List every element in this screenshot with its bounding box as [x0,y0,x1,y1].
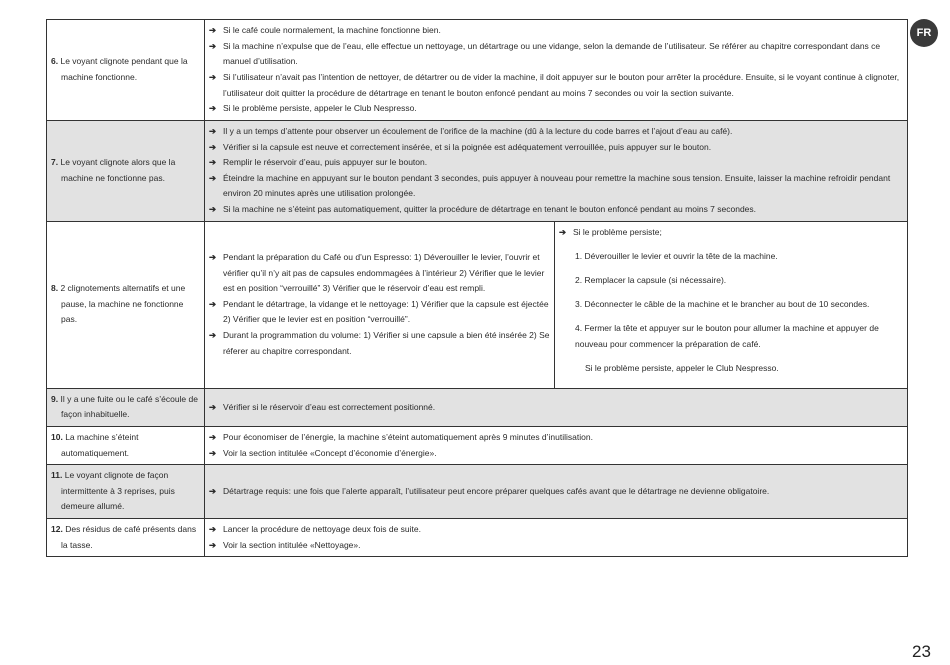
arrow-icon: ➔ [209,203,217,214]
arrow-icon: ➔ [209,25,217,36]
issue-text: La machine s’éteint automatiquement. [61,431,139,458]
issue-number: 12. [51,524,63,535]
arrow-icon: ➔ [209,431,217,442]
table-row [47,388,908,426]
arrow-icon: ➔ [209,524,217,535]
issue-number: 11. [51,470,63,481]
action-item: ➔ Pour économiser de l’énergie, la machine s’éteint automatiquement après 9 minutes d’inutilisation. [209,430,903,446]
step-outro: Si le problème persiste, appeler le Club Nespresso. [585,362,779,373]
action-item: ➔ Détartrage requis: une fois que l’alerte apparaît, l’utilisateur peut encore préparer quelques cafés avant que le détartrage ne devienne obligatoire. [209,484,903,500]
arrow-icon: ➔ [209,172,217,183]
action-cell-right [555,221,908,388]
arrow-icon: ➔ [209,252,217,263]
issue-text: 2 clignotements alternatifs et une pause, la machine ne fonctionne pas. [60,283,186,325]
arrow-icon: ➔ [209,447,217,458]
action-cell-left [205,221,555,388]
issue-text: Le voyant clignote alors que la machine ne fonctionne pas. [60,157,176,183]
action-item: ➔ Si la machine ne s’éteint pas automatiquement, quitter la procédure de détartrage en tenant le bouton enfoncé pendant au moins 7 secondes. [209,202,903,218]
action-item: ➔ Pendant la préparation du Café ou d’un Espresso: 1) Déverouiller le levier, l’ouvrir et vérifier qu’il n’y ait pas de capsules endommagées à l’intérieur 2) Vérifier que le levier est en position “verrouillé” 3) Vérifier que le réservoir d’eau est rempli. [209,252,545,294]
issue-text: Il y a une fuite ou le café s’écoule de façon inhabituelle. [60,393,198,420]
issue-cell [47,465,205,519]
action-item: ➔ Éteindre la machine en appuyant sur le bouton pendant 3 secondes, puis appuyer à nouveau pour remettre la machine sous tension. Ensuite, laisser la machine refroidir pendant environ 20 minutes après une utilisation prolongée. [209,172,891,199]
arrow-icon: ➔ [209,157,217,168]
action-item: ➔ Vérifier si le réservoir d’eau est correctement positionné. [209,400,903,416]
arrow-icon: ➔ [559,226,567,237]
action-item: ➔ Voir la section intitulée «Nettoyage». [209,538,903,554]
arrow-icon: ➔ [209,126,217,136]
step-item: 4. Fermer la tête et appuyer sur le bouton pour allumer la machine et appuyer de nouveau pour commencer la préparation de café. [575,322,879,349]
arrow-icon: ➔ [209,72,217,82]
action-item: ➔ Pendant le détartrage, la vidange et le nettoyage: 1) Vérifier que la capsule est éjectée 2) Vérifier que le levier est en position “verrouillé”. [209,298,549,325]
action-item: ➔ Lancer la procédure de nettoyage deux fois de suite. [209,522,903,538]
arrow-icon: ➔ [209,103,217,114]
arrow-icon: ➔ [209,40,217,51]
step-item: 2. Remplacer la capsule (si nécessaire). [575,274,727,285]
table-row [47,221,908,388]
action-item: ➔ Si le problème persiste; [559,225,903,241]
issue-cell [47,426,205,464]
action-item: ➔ Si le café coule normalement, la machine fonctionne bien. [209,23,903,39]
action-item: ➔ Il y a un temps d’attente pour observer un écoulement de l’orifice de la machine (dû à la lecture du code barres et l’ajout d’eau au café). [209,124,903,140]
action-cell [205,426,908,464]
table-row [47,465,908,519]
action-item: ➔ Remplir le réservoir d’eau, puis appuyer sur le bouton. [209,155,903,171]
arrow-icon: ➔ [209,298,217,309]
step-item: 1. Déverouiller le levier et ouvrir la tête de la machine. [575,250,778,261]
issue-text: Le voyant clignote de façon intermittente à 3 reprises, puis demeure allumé. [61,470,175,512]
arrow-icon: ➔ [209,485,217,496]
issue-cell [47,221,205,388]
issue-text: Des résidus de café présents dans la tasse. [61,524,197,550]
issue-text: Le voyant clignote pendant que la machine fonctionne. [60,56,188,82]
issue-cell [47,388,205,426]
step-item: 3. Déconnecter le câble de la machine et le brancher au bout de 10 secondes. [575,298,870,309]
page-number: 23 [912,642,931,661]
troubleshooting-table [46,19,908,557]
action-cell [205,121,908,222]
action-cell [205,519,908,557]
issue-number: 7. [51,157,59,168]
table-row [47,519,908,557]
issue-number: 10. [51,431,63,442]
table-row [47,20,908,121]
arrow-icon: ➔ [209,330,217,341]
arrow-icon: ➔ [209,401,217,412]
arrow-icon: ➔ [209,539,217,550]
table-row [47,426,908,464]
issue-cell [47,519,205,557]
action-item: ➔ Vérifier si la capsule est neuve et correctement insérée, et si la poignée est adéquatement verrouillée, puis appuyer sur le bouton. [209,140,903,156]
language-badge: FR [910,19,938,47]
action-item: ➔ Si l’utilisateur n’avait pas l’intention de nettoyer, de détartrer ou de vider la machine, il doit appuyer sur le bouton pour arrêter la procédure. Ensuite, si le voyant continue à clignoter, l’utilisateur doit quitter la procédure de détartrage en tenant le bouton enfoncé pendant au moins 7 secondes ou voir la section suivante. [209,72,900,98]
issue-cell [47,121,205,222]
action-item: ➔ Si la machine n’expulse que de l’eau, elle effectue un nettoyage, un détartrage ou une vidange, selon la demande de l’utilisateur. Se référer au chapitre correspondant dans ce manuel d’utilisation. [209,40,881,67]
issue-number: 6. [51,56,59,67]
action-item: ➔ Durant la programmation du volume: 1) Vérifier si une capsule a bien été insérée 2) Se réferer au chapitre correspondant. [209,330,550,356]
action-cell [205,20,908,121]
issue-cell [47,20,205,121]
action-cell [205,388,908,426]
issue-number: 9. [51,393,59,404]
action-cell [205,465,908,519]
action-item: ➔ Voir la section intitulée «Concept d’économie d’énergie». [209,446,903,462]
table-row [47,121,908,222]
action-item: ➔ Si le problème persiste, appeler le Club Nespresso. [209,101,903,117]
arrow-icon: ➔ [209,141,217,152]
issue-number: 8. [51,283,59,294]
